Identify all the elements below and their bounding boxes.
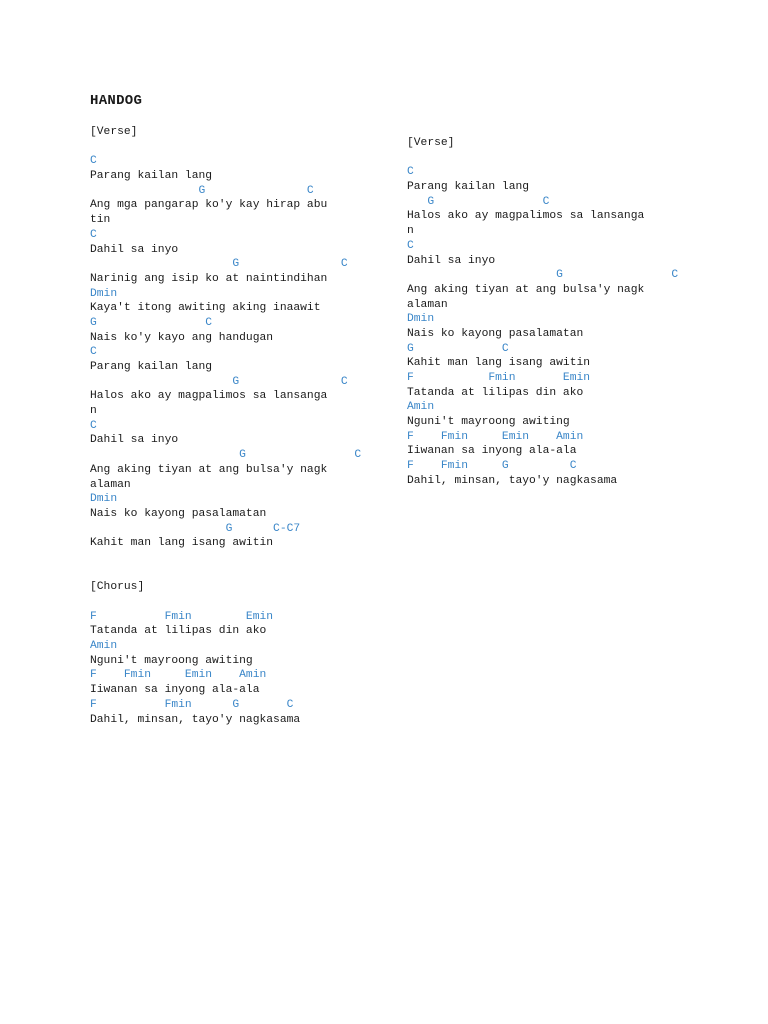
chord-line: G C (90, 316, 213, 329)
lyric-line: Kahit man lang isang awitin (407, 357, 591, 370)
chord-line: C (90, 346, 97, 359)
chord-line: F Fmin Emin (90, 610, 274, 623)
lyric-line: n (90, 405, 97, 418)
chord-line: F Fmin G C (90, 698, 294, 711)
lyric-line: alaman (407, 298, 448, 311)
lyric-line: tin (90, 214, 111, 227)
lyric-line: [Chorus] (90, 581, 145, 594)
lyric-line: Nais ko'y kayo ang handugan (90, 331, 274, 344)
chord-line: C (90, 419, 97, 432)
lyric-line: Tatanda at lilipas din ako (407, 386, 584, 399)
lyric-line: Nguni't mayroong awiting (90, 654, 253, 667)
chord-line: G C (407, 195, 550, 208)
chord-line: C (407, 166, 414, 179)
lyric-line: Iiwanan sa inyong ala-ala (407, 445, 577, 458)
chord-line: Amin (90, 640, 118, 653)
chord-line: Dmin (407, 313, 435, 326)
lyric-line: Narinig ang isip ko at naintindihan (90, 272, 328, 285)
lyric-line: Ang aking tiyan at ang bulsa'y nagk (90, 463, 328, 476)
lyric-line: Iiwanan sa inyong ala-ala (90, 684, 260, 697)
right-lyrics-column (407, 136, 697, 489)
song-title: HANDOG (90, 93, 143, 109)
lyric-line: Ang aking tiyan at ang bulsa'y nagk (407, 283, 645, 296)
left-lyrics-column (90, 125, 380, 727)
chord-line: C (90, 228, 97, 241)
chord-line: Amin (407, 401, 435, 414)
chord-line: G C (90, 184, 314, 197)
chord-line: G C (90, 449, 362, 462)
blank-line (90, 595, 380, 610)
blank-line (407, 151, 697, 166)
lyric-line: Nais ko kayong pasalamatan (407, 327, 584, 340)
lyric-line: Halos ako ay magpalimos sa lansanga (90, 390, 328, 403)
lyric-line: Halos ako ay magpalimos sa lansanga (407, 210, 645, 223)
lyric-line: Tatanda at lilipas din ako (90, 625, 267, 638)
chord-line: Dmin (90, 287, 118, 300)
lyric-line: Parang kailan lang (90, 361, 213, 373)
chord-line: C (407, 239, 414, 252)
chord-line: G C (90, 258, 348, 271)
lyric-line: Ang mga pangarap ko'y kay hirap abu (90, 199, 328, 212)
lyric-line: alaman (90, 478, 131, 491)
blank-line (90, 566, 380, 581)
chord-line: F Fmin Emin Amin (90, 669, 267, 682)
lyric-line: Parang kailan lang (90, 170, 213, 183)
lyric-line: Dahil, minsan, tayo'y nagkasama (407, 474, 618, 487)
chord-line: F Fmin Emin Amin (407, 430, 584, 443)
chord-line: G C (407, 342, 509, 355)
lyric-line: Dahil, minsan, tayo'y nagkasama (90, 713, 301, 726)
blank-line (90, 140, 380, 155)
lyric-line: Parang kailan lang (407, 181, 530, 194)
lyric-line: Nais ko kayong pasalamatan (90, 507, 267, 520)
chord-line: F Fmin G C (407, 460, 577, 473)
chord-line: G C (90, 375, 348, 388)
lyric-line: Nguni't mayroong awiting (407, 416, 570, 429)
chord-line: G C (407, 269, 679, 282)
blank-line (90, 551, 380, 566)
chord-line: C (90, 155, 97, 168)
lyric-line: [Verse] (90, 126, 138, 138)
chord-line: Dmin (90, 493, 118, 506)
lyric-line: n (407, 225, 414, 238)
lyric-line: Dahil sa inyo (90, 434, 179, 447)
lyric-line: Kaya't itong awiting aking inaawit (90, 302, 321, 315)
lyric-line: Dahil sa inyo (90, 243, 179, 256)
lyric-line: [Verse] (407, 137, 455, 149)
lyric-line: Kahit man lang isang awitin (90, 537, 274, 550)
lyric-line: Dahil sa inyo (407, 254, 496, 267)
chord-line: F Fmin Emin (407, 372, 591, 384)
chord-line: G C-C7 (90, 522, 301, 535)
